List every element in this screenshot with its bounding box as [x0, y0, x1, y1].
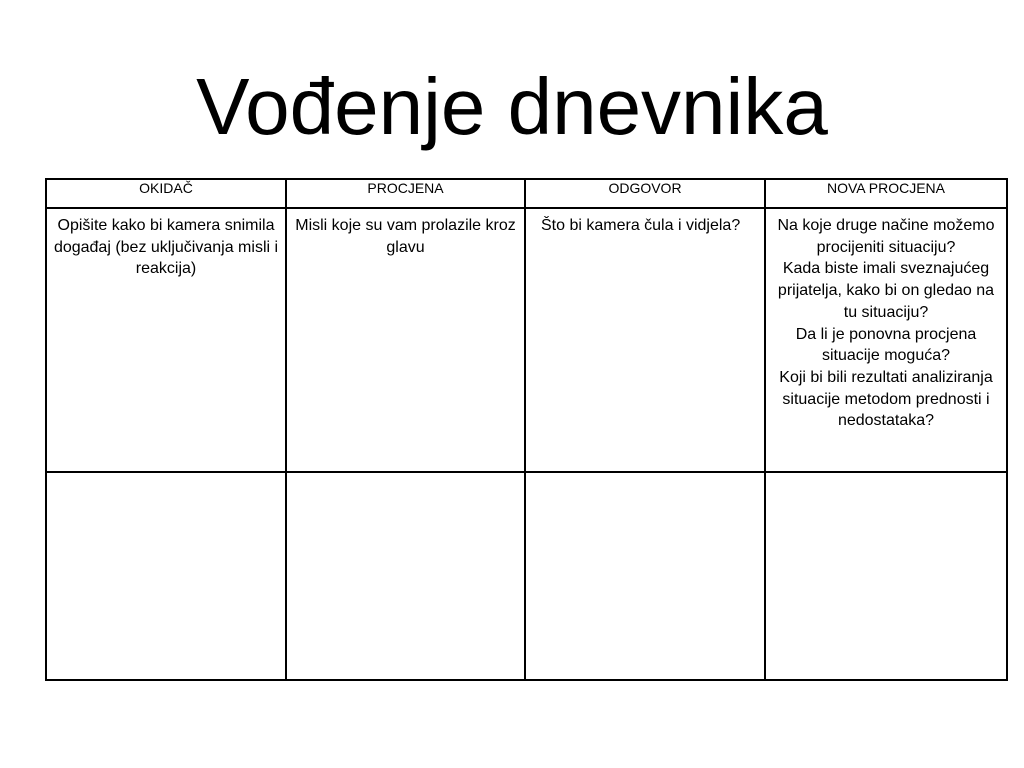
header-cell-okidac: OKIDAČ — [46, 179, 286, 208]
description-row — [46, 208, 1007, 472]
description-text: Misli koje su vam prolazile kroz glavu — [295, 217, 516, 256]
header-cell-nova-procjena: NOVA PROCJENA — [765, 179, 1007, 208]
header-cell-odgovor: ODGOVOR — [525, 179, 765, 208]
description-cell-okidac — [46, 208, 286, 472]
description-question: Da li je ponovna procjena situacije moguća? — [795, 325, 977, 365]
page-title: Vođenje dnevnika — [196, 62, 828, 151]
entry-row — [46, 472, 1007, 680]
description-text: Opišite kako bi kamera snimila događaj (bez uključivanja misli i reakcija) — [53, 217, 279, 278]
description-cell-odgovor — [525, 208, 765, 472]
entry-cell-nova-procjena[interactable] — [765, 472, 1007, 680]
description-text: Što bi kamera čula i vidjela? — [541, 217, 741, 234]
header-cell-procjena: PROCJENA — [286, 179, 525, 208]
header-row — [46, 179, 1007, 208]
entry-cell-okidac[interactable] — [46, 472, 286, 680]
description-question: Koji bi bili rezultati analiziranja situacije metodom prednosti i nedostataka? — [779, 368, 993, 430]
description-cell-procjena — [286, 208, 525, 472]
description-cell-nova-procjena — [765, 208, 1007, 472]
description-question: Kada biste imali sveznajućeg prijatelja, kako bi on gledao na tu situaciju? — [777, 260, 995, 321]
entry-cell-odgovor[interactable] — [525, 472, 765, 680]
journal-table — [45, 178, 1008, 681]
description-question: Na koje druge načine možemo procijeniti situaciju? — [777, 217, 995, 256]
entry-cell-procjena[interactable] — [286, 472, 525, 680]
